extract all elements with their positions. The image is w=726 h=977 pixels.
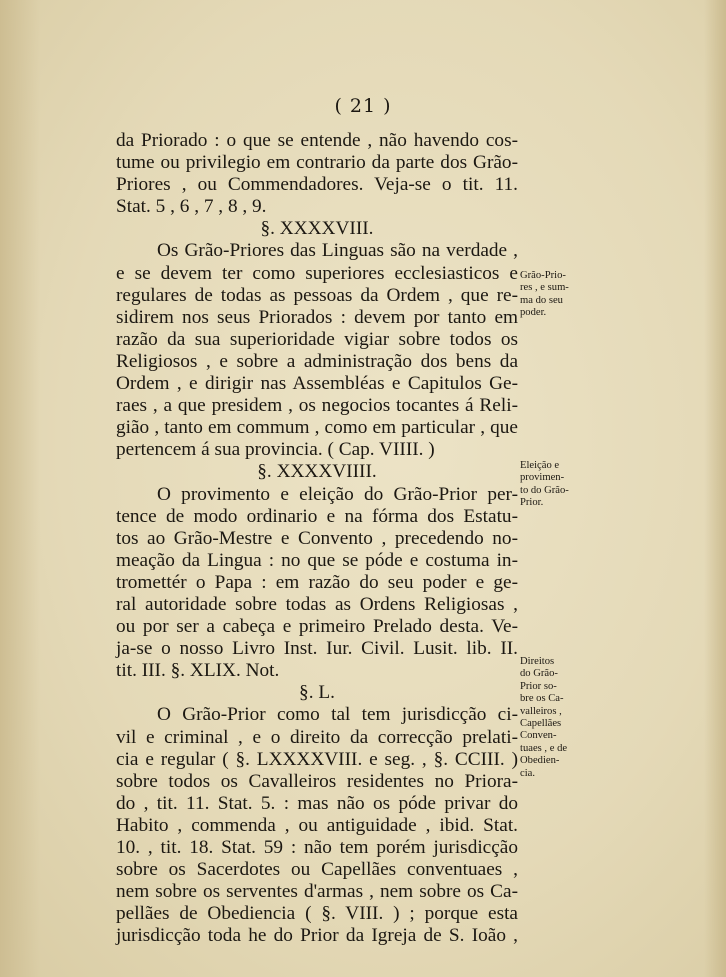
text-line: sidirem nos seus Priorados : devem por tanto em bbox=[116, 306, 518, 328]
section-heading: §. L. bbox=[299, 682, 335, 704]
text-line: pellães de Obediencia ( §. VIII. ) ; porque esta bbox=[116, 903, 518, 925]
text-line: Habito , commenda , ou antiguidade , ibid. Stat. bbox=[116, 814, 518, 836]
text-line: regulares de todas as pessoas da Ordem , que re- bbox=[116, 284, 518, 306]
margin-note-line: Prior. bbox=[520, 497, 544, 509]
margin-note-line: Grão-Prio- bbox=[520, 270, 566, 281]
margin-note-line: Direitos bbox=[520, 656, 555, 667]
text-line: raes , a que presidem , os negocios tocantes á Reli- bbox=[116, 395, 518, 417]
text-line: tit. III. §. XLIX. Not. bbox=[116, 660, 280, 682]
text-line: Ordem , e dirigir nas Assembléas e Capitulos Ge- bbox=[116, 373, 518, 395]
page-number: ( 21 ) bbox=[334, 95, 392, 117]
section-heading: §. XXXXVIIII. bbox=[257, 461, 377, 483]
text-line: cia e regular ( §. LXXXXVIII. e seg. , §. CCIII. ) bbox=[116, 748, 518, 770]
text-line: razão da sua superioridade vigiar sobre todos os bbox=[116, 328, 518, 350]
page-edge-shadow-left bbox=[0, 0, 40, 977]
text-line: vil e criminal , e o direito da correcção prelati- bbox=[116, 726, 518, 748]
text-line: tos ao Grão-Mestre e Convento , precedendo no- bbox=[116, 527, 518, 549]
text-line: tromettér o Papa : em razão do seu poder e ge- bbox=[116, 571, 518, 593]
text-line: sobre os Sacerdotes ou Capellães conventuaes , bbox=[116, 859, 518, 881]
text-line: tence de modo ordinario e na fórma dos Estatu- bbox=[116, 505, 518, 527]
margin-note-line: do Grão- bbox=[520, 668, 558, 680]
margin-note-line: poder. bbox=[520, 307, 547, 319]
text-line: ja-se o nosso Livro Inst. Iur. Civil. Lusit. lib. II. bbox=[116, 638, 518, 660]
margin-note-line: tuaes , e de bbox=[520, 742, 568, 754]
text-line: da Priorado : o que se entende , não havendo cos- bbox=[116, 130, 518, 151]
margin-note-line: Prior so- bbox=[520, 680, 557, 692]
text-line: gião , tanto em commum , como em particular , que bbox=[116, 417, 518, 439]
text-line: O provimento e eleição do Grão-Prior per- bbox=[157, 483, 518, 505]
margin-note-line: Obedien- bbox=[520, 755, 560, 767]
text-line: pertencem á sua provincia. ( Cap. VIIII. ) bbox=[116, 439, 435, 461]
text-line: do , tit. 11. Stat. 5. : mas não os póde privar do bbox=[116, 792, 518, 814]
margin-note-line: cia. bbox=[520, 767, 535, 779]
section-heading: §. XXXXVIII. bbox=[260, 218, 374, 240]
margin-note-line: ma do seu bbox=[520, 294, 563, 306]
text-line: tume ou privilegio em contrario da parte dos Grão- bbox=[116, 152, 518, 174]
margin-note-line: res , e sum- bbox=[520, 282, 569, 294]
margin-note bbox=[520, 270, 586, 320]
text-line: sobre todos os Cavalleiros residentes no Priora- bbox=[116, 770, 518, 792]
text-line: ral autoridade sobre todas as Ordens Religiosas , bbox=[116, 593, 518, 615]
text-line: Religiosos , e sobre a administração dos bens da bbox=[116, 350, 518, 372]
margin-note bbox=[520, 656, 586, 780]
margin-note-line: valleiros , bbox=[520, 705, 562, 717]
margin-note-line: Capellães bbox=[520, 718, 562, 730]
text-line: nem sobre os serventes d'armas , nem sobre os Ca- bbox=[116, 881, 518, 903]
text-line: Stat. 5 , 6 , 7 , 8 , 9. bbox=[116, 196, 267, 218]
margin-note bbox=[520, 460, 586, 510]
margin-note-line: Eleição e bbox=[520, 460, 560, 471]
text-line: meação da Lingua : no que se póde e costuma in- bbox=[116, 549, 518, 571]
page-edge-shadow-right bbox=[704, 0, 726, 977]
body-text bbox=[116, 130, 518, 947]
text-line: Priores , ou Commendadores. Veja-se o tit. 11. bbox=[116, 174, 518, 196]
text-line: O Grão-Prior como tal tem jurisdicção ci- bbox=[157, 704, 518, 726]
text-line: ou por ser a cabeça e primeiro Prelado desta. Ve- bbox=[116, 616, 518, 638]
margin-note-line: provimen- bbox=[520, 472, 565, 484]
text-line: 10. , tit. 18. Stat. 59 : não tem porém jurisdicção bbox=[116, 837, 518, 858]
margin-note-line: Conven- bbox=[520, 730, 557, 742]
margin-note-line: to do Grão- bbox=[520, 484, 569, 496]
margin-note-line: bre os Ca- bbox=[520, 693, 564, 705]
text-line: e se devem ter como superiores ecclesiasticos e bbox=[116, 262, 518, 284]
text-line: jurisdicção toda he do Prior da Igreja de S. Ioão , bbox=[116, 925, 518, 947]
text-line: Os Grão-Priores das Linguas são na verdade , bbox=[157, 240, 518, 262]
